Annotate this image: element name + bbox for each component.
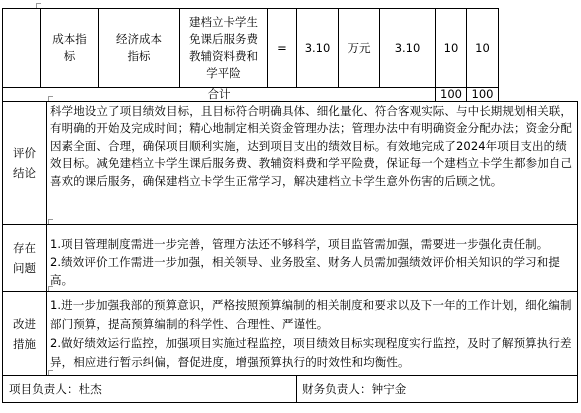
rule-measures-bottom bbox=[2, 375, 578, 376]
metric-level1-text: 成本指标 bbox=[52, 32, 87, 63]
measures-label-text: 改进措施 bbox=[13, 316, 36, 351]
metric-level2 bbox=[99, 9, 179, 87]
rule-v-right bbox=[577, 101, 578, 403]
rule-conclusion-bottom bbox=[2, 224, 578, 225]
finance-lead: 财务负责人：钟宁金 bbox=[302, 382, 407, 396]
conclusion-text: 科学地设立了项目绩效目标，且目标符合明确具体、细化量化、符合客观实际、与中长期规划相关联，有明确的开始及完成时间；精心地制定相关资金管理办法；管理办法中有明确资金分配办法；资金分配因素全面、合理，确保项目顺利实施，达到项目支出的绩效目标。有效地完成了2024年项目支出的绩效目标。减免建档立卡学生课后服务费、教辅资料费和学平险费，保证每一个建档立卡学生都参加自己喜欢的课后服务，确保建档立卡学生正常学习，解决建档立卡学生意外伤害的后顾之忧。 bbox=[50, 104, 572, 188]
project-lead: 项目负责人：杜杰 bbox=[9, 382, 102, 396]
measure-item-1: 1.进一步加强我部的预算意识，严格按照预算编制的相关制度和要求以及下一年的工作计划，细化编制部门预算，提高预算编制的科学性、合理性、严谨性。 bbox=[50, 298, 572, 331]
metric-target-value bbox=[297, 9, 338, 87]
cell-corner-mark bbox=[36, 3, 41, 8]
measures-list bbox=[50, 296, 575, 375]
total-label-text: 合计 bbox=[207, 87, 231, 101]
metric-score bbox=[467, 9, 498, 87]
total-score bbox=[467, 88, 498, 101]
rule-v-footer bbox=[296, 375, 297, 403]
measure-item-2: 2.做好绩效运行监控，加强项目实施过程监控，项目绩效目标实现程度实行监控，及时了解预算执行差异，相应进行暂示纠偏，督促进度，增强预算执行的时效性和均衡性。 bbox=[50, 336, 572, 369]
metric-unit bbox=[339, 9, 379, 87]
total-weight bbox=[436, 88, 466, 101]
metric-indicator-text: 建档立卡学生免课后服务费教辅资料费和学平险 bbox=[189, 15, 258, 80]
total-score-text: 100 bbox=[471, 87, 494, 101]
metric-weight-text: 10 bbox=[443, 40, 459, 55]
metric-operator-text: = bbox=[277, 40, 287, 55]
problems-label bbox=[3, 225, 46, 291]
total-label bbox=[3, 88, 435, 101]
rule-footer-bottom bbox=[2, 402, 578, 403]
metric-indicator bbox=[180, 9, 267, 87]
metric-actual-value-text: 3.10 bbox=[394, 40, 421, 55]
metric-operator bbox=[268, 9, 296, 87]
total-weight-text: 100 bbox=[440, 87, 462, 101]
metric-score-text: 10 bbox=[475, 40, 490, 55]
conclusion-label bbox=[3, 102, 46, 224]
conclusion-label-text: 评价结论 bbox=[13, 146, 36, 180]
metric-weight bbox=[436, 9, 466, 87]
problems-label-text: 存在问题 bbox=[13, 241, 36, 275]
metric-level1 bbox=[41, 9, 98, 87]
metric-target-value-text: 3.10 bbox=[304, 40, 331, 55]
metric-actual-value bbox=[380, 9, 435, 87]
measures-label bbox=[3, 292, 46, 375]
rule-problems-bottom bbox=[2, 291, 578, 292]
rule-v-c10 bbox=[498, 8, 499, 102]
problem-item-2: 2.绩效评价工作需进一步加强，相关领导、业务股室、财务人员需加强绩效评价相关知识的学习和提高。 bbox=[50, 255, 560, 287]
rule-v-label bbox=[46, 101, 47, 376]
problems-list bbox=[50, 235, 575, 291]
problem-item-1: 1.项目管理制度需进一步完善，管理方法还不够科学，项目监管需加强，需要进一步强化责任制。 bbox=[50, 237, 549, 251]
metric-unit-text: 万元 bbox=[347, 40, 371, 55]
metric-level2-text: 经济成本指标 bbox=[116, 32, 162, 63]
